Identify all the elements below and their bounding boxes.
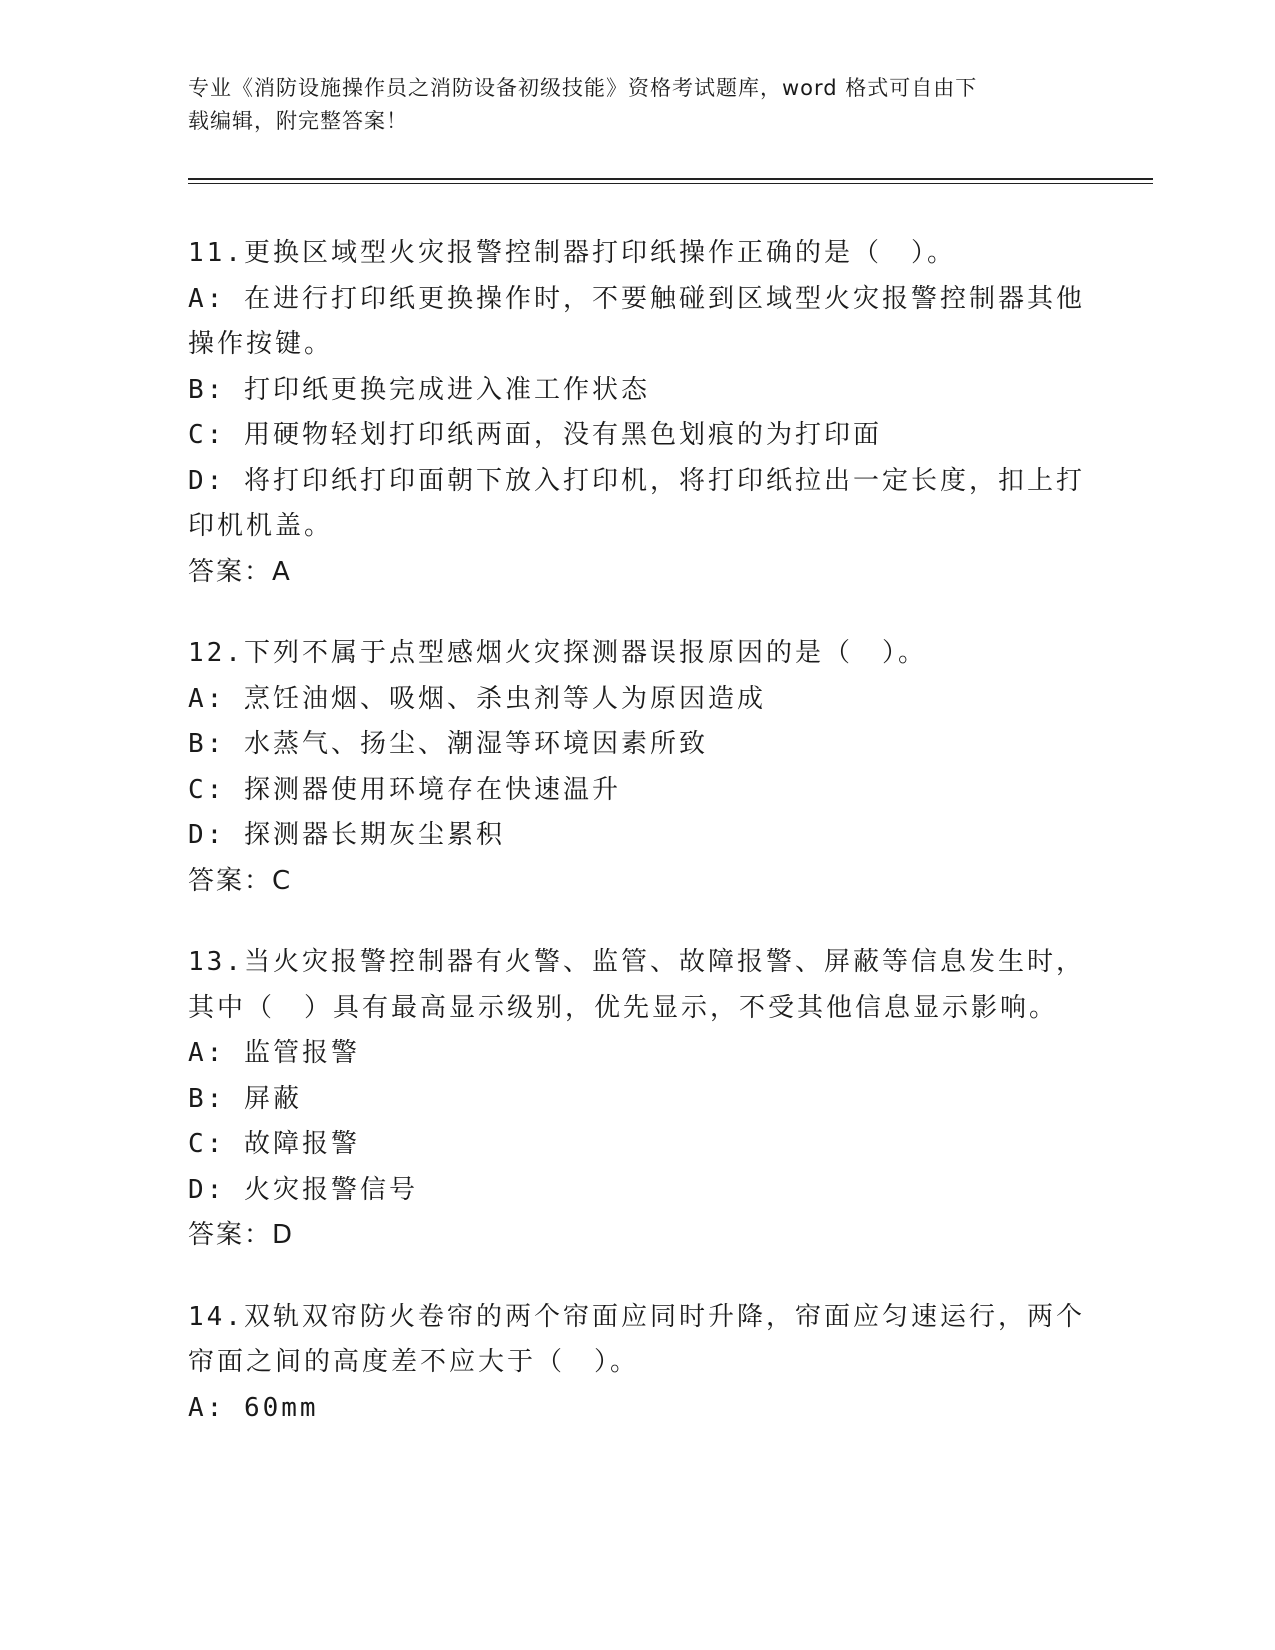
header-line-1: 专业《消防设施操作员之消防设备初级技能》资格考试题库，word 格式可自由下 — [188, 76, 978, 100]
answer-option: A: 在进行打印纸更换操作时，不要触碰到区域型火灾报警控制器其他 — [188, 283, 1085, 314]
answer-value: C — [272, 865, 292, 896]
question-list — [188, 231, 1088, 1467]
answer-option: 印机机盖。 — [188, 511, 334, 541]
answer-line — [188, 859, 1088, 905]
answer-label: 答案： — [188, 1220, 273, 1250]
answer-label: 答案： — [188, 556, 273, 587]
answer-option: D: 火灾报警信号 — [188, 1174, 418, 1205]
question-stem: 其中（ ）具有最高显示级别，优先显示，不受其他信息显示影响。 — [188, 992, 1059, 1023]
header-line-2: 载编辑，附完整答案！ — [188, 109, 408, 133]
answer-option: C: 故障报警 — [188, 1129, 360, 1159]
answer-option: B: 水蒸气、扬尘、潮湿等环境因素所致 — [188, 729, 708, 759]
question-item — [188, 631, 1088, 904]
answer-label: 答案： — [188, 865, 273, 896]
answer-value: D — [272, 1220, 294, 1250]
answer-line — [188, 550, 1088, 596]
question-item — [188, 231, 1088, 595]
answer-value: A — [272, 556, 291, 587]
answer-option: A: 监管报警 — [188, 1038, 360, 1068]
answer-option: 操作按键。 — [188, 329, 334, 359]
answer-option: D: 将打印纸打印面朝下放入打印机，将打印纸拉出一定长度，扣上打 — [188, 465, 1085, 496]
question-stem: 13.当火灾报警控制器有火警、监管、故障报警、屏蔽等信息发生时， — [188, 947, 1085, 977]
header-divider — [188, 178, 1153, 180]
question-stem: 14.双轨双帘防火卷帘的两个帘面应同时升降，帘面应匀速运行，两个 — [188, 1301, 1085, 1332]
question-item — [188, 940, 1088, 1259]
answer-option: A: 烹饪油烟、吸烟、杀虫剂等人为原因造成 — [188, 683, 766, 714]
question-item — [188, 1295, 1088, 1432]
answer-line — [188, 1213, 1088, 1259]
question-stem: 11.更换区域型火灾报警控制器打印纸操作正确的是（ ）。 — [188, 238, 956, 268]
answer-option: B: 屏蔽 — [188, 1083, 302, 1114]
answer-option: C: 探测器使用环境存在快速温升 — [188, 774, 621, 805]
document-header — [188, 72, 1068, 138]
answer-option: A: 60mm — [188, 1392, 319, 1423]
answer-option: D: 探测器长期灰尘累积 — [188, 820, 505, 850]
answer-option: B: 打印纸更换完成进入准工作状态 — [188, 374, 650, 405]
header-divider-thin — [188, 183, 1153, 184]
answer-option: C: 用硬物轻划打印纸两面，没有黑色划痕的为打印面 — [188, 420, 882, 450]
question-stem: 12.下列不属于点型感烟火灾探测器误报原因的是（ ）。 — [188, 638, 927, 668]
question-stem: 帘面之间的高度差不应大于（ ）。 — [188, 1347, 640, 1377]
